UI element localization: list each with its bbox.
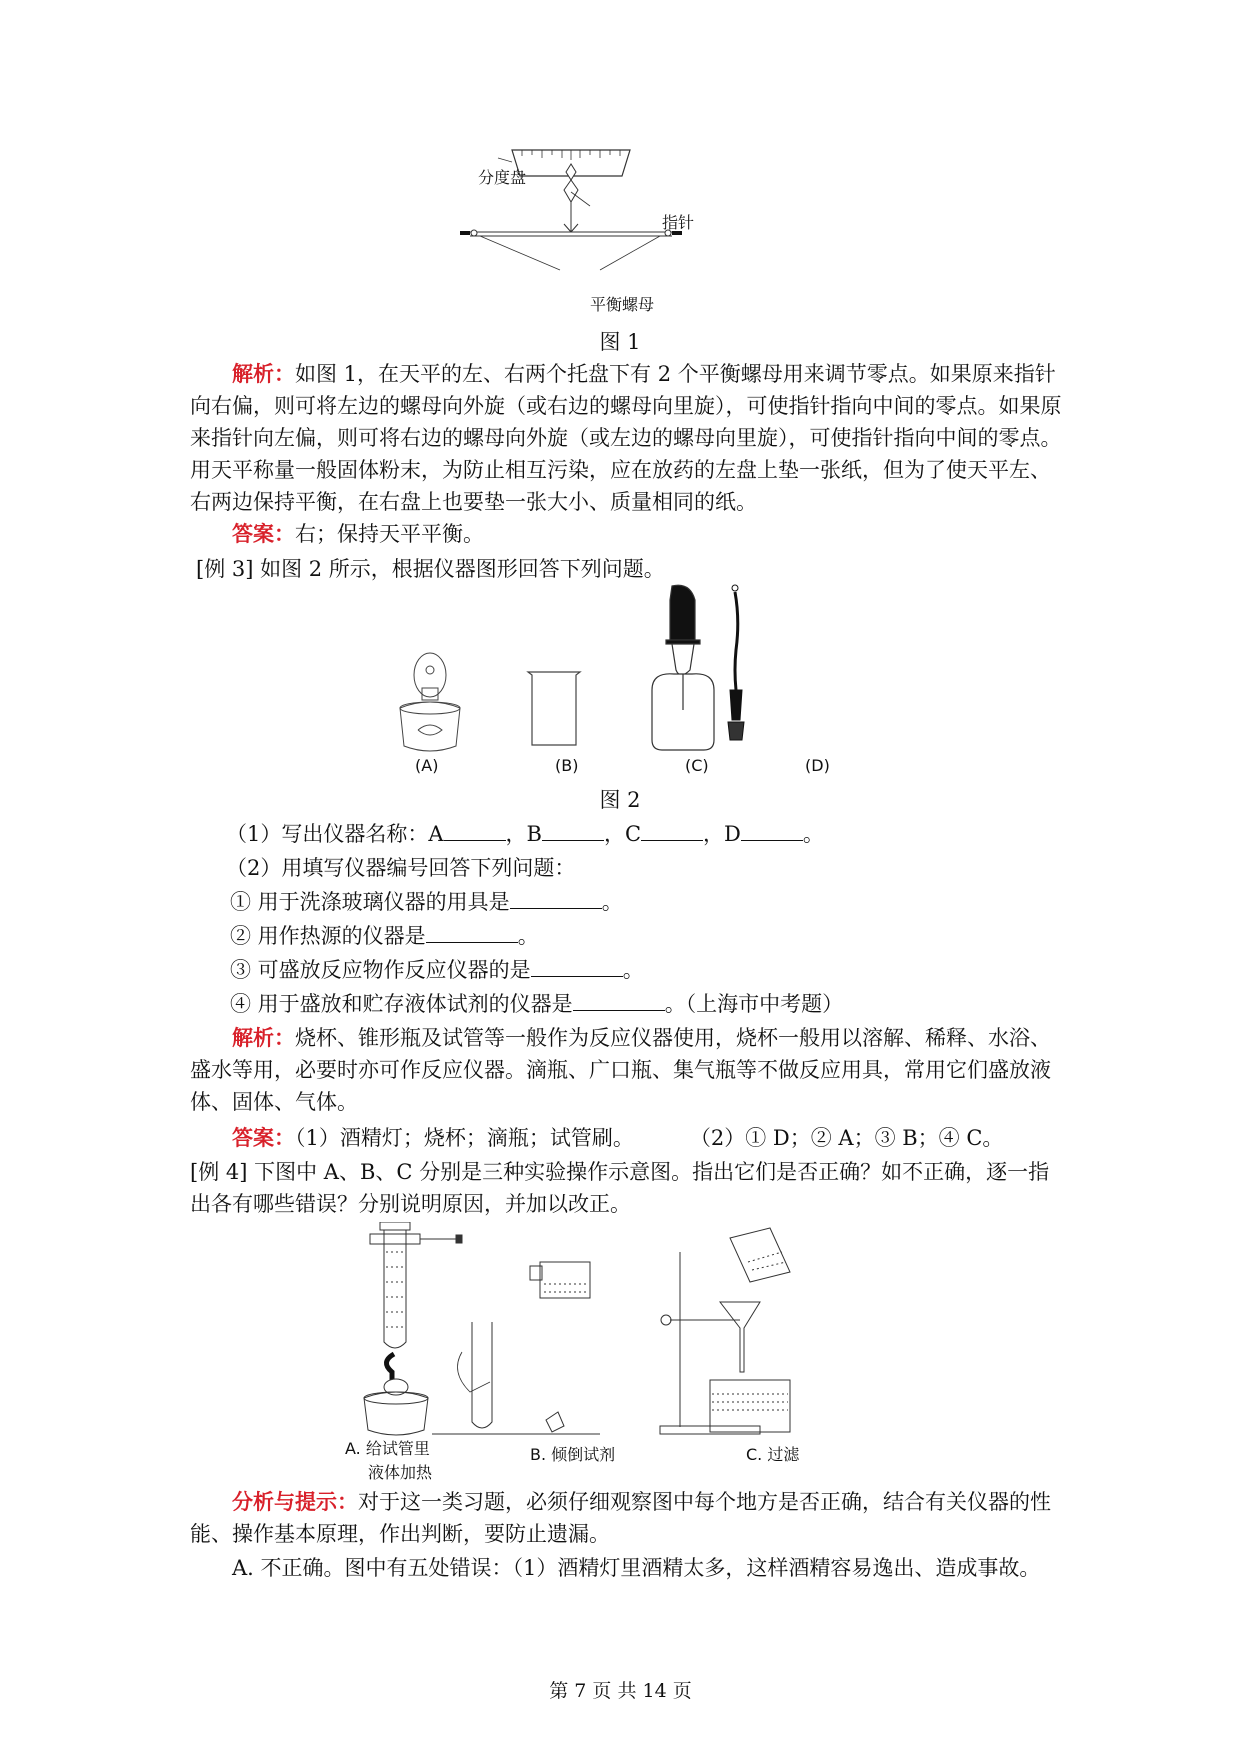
question-1: （1）写出仪器名称：A ，B ，C ，D 。: [226, 822, 824, 846]
analysis-1: 解析：如图 1，在天平的左、右两个托盘下有 2 个平衡螺母用来调节零点。如果原来指针向右偏，则可将左边的螺母向外旋（或右边的螺母向里旋），可使指针指向中间的零点。如果原来指针向左偏，则可将右边的螺母向外旋（或左边的螺母向里旋），可使指针指向中间的零点。用天平称量一般固体粉末，为防止相互污染，应在放药的左盘上垫一张纸，但为了使天平左、右两边保持平衡，在右盘上也要垫一张大小、质量相同的纸。: [190, 361, 1062, 514]
label-operation-a-line1: A. 给试管里: [345, 1439, 430, 1458]
label-balance-nut: 平衡螺母: [590, 295, 655, 314]
filtration-drawing: [660, 1228, 790, 1434]
page-footer: 第 7 页 共 14 页: [549, 1680, 692, 1702]
sub-question-1: ① 用于洗涤玻璃仪器的用具是 。: [230, 890, 623, 914]
analysis-4: 分析与提示：对于这一类习题，必须仔细观察图中每个地方是否正确，结合有关仪器的性能、操作基本原理，作出判断，要防止遗漏。: [190, 1489, 1051, 1546]
sub-question-4: ④ 用于盛放和贮存液体试剂的仪器是 。（上海市中考题）: [230, 992, 844, 1016]
label-dial: 分度盘: [478, 168, 527, 187]
test-tube-brush-drawing: [728, 585, 744, 740]
label-b: (B): [555, 756, 579, 775]
figure-3-operations: [350, 1222, 910, 1442]
label-a: (A): [415, 756, 439, 775]
figure-2-caption: 图 2: [599, 788, 641, 812]
label-operation-c: C. 过滤: [746, 1445, 800, 1464]
answer-1: 答案：右；保持天平平衡。: [232, 521, 484, 546]
question-2: （2）用填写仪器编号回答下列问题：: [226, 856, 576, 880]
example-3-title: [例 3] 如图 2 所示，根据仪器图形回答下列问题。: [196, 557, 665, 581]
label-c: (C): [685, 756, 709, 775]
beaker-drawing: [528, 672, 580, 745]
label-operation-b: B. 倾倒试剂: [530, 1445, 616, 1464]
dropper-bottle-drawing: [652, 585, 714, 750]
figure-2-instruments: [390, 580, 850, 780]
figure-1-caption: 图 1: [599, 330, 641, 354]
label-pointer: 指针: [662, 213, 695, 232]
line-a: A. 不正确。图中有五处错误：（1）酒精灯里酒精太多，这样酒精容易逸出、造成事故。: [232, 1556, 1041, 1580]
analysis-3: 解析：烧杯、锥形瓶及试管等一般作为反应仪器使用，烧杯一般用以溶解、稀释、水浴、盛水等用，必要时亦可作反应仪器。滴瓶、广口瓶、集气瓶等不做反应用具，常用它们盛放液体、固体、气体。: [190, 1025, 1051, 1114]
sub-question-2: ② 用作热源的仪器是 。: [230, 924, 539, 948]
pouring-drawing: [432, 1262, 600, 1434]
sub-question-3: ③ 可盛放反应物作反应仪器的是 。: [230, 958, 644, 982]
left-nut: [460, 231, 470, 235]
label-d: (D): [805, 756, 830, 775]
answer-3: 答案：（1）酒精灯；烧杯；滴瓶；试管刷。 （2）① D；② A；③ B；④ C。: [232, 1125, 1004, 1150]
label-operation-a-line2: 液体加热: [368, 1463, 433, 1482]
heating-test-tube-drawing: [364, 1222, 462, 1435]
alcohol-lamp-drawing: [400, 653, 460, 751]
example-4: [例 4] 下图中 A、B、C 分别是三种实验操作示意图。指出它们是否正确？如不正确，逐一指出各有哪些错误？分别说明原因，并加以改正。: [190, 1160, 1050, 1216]
